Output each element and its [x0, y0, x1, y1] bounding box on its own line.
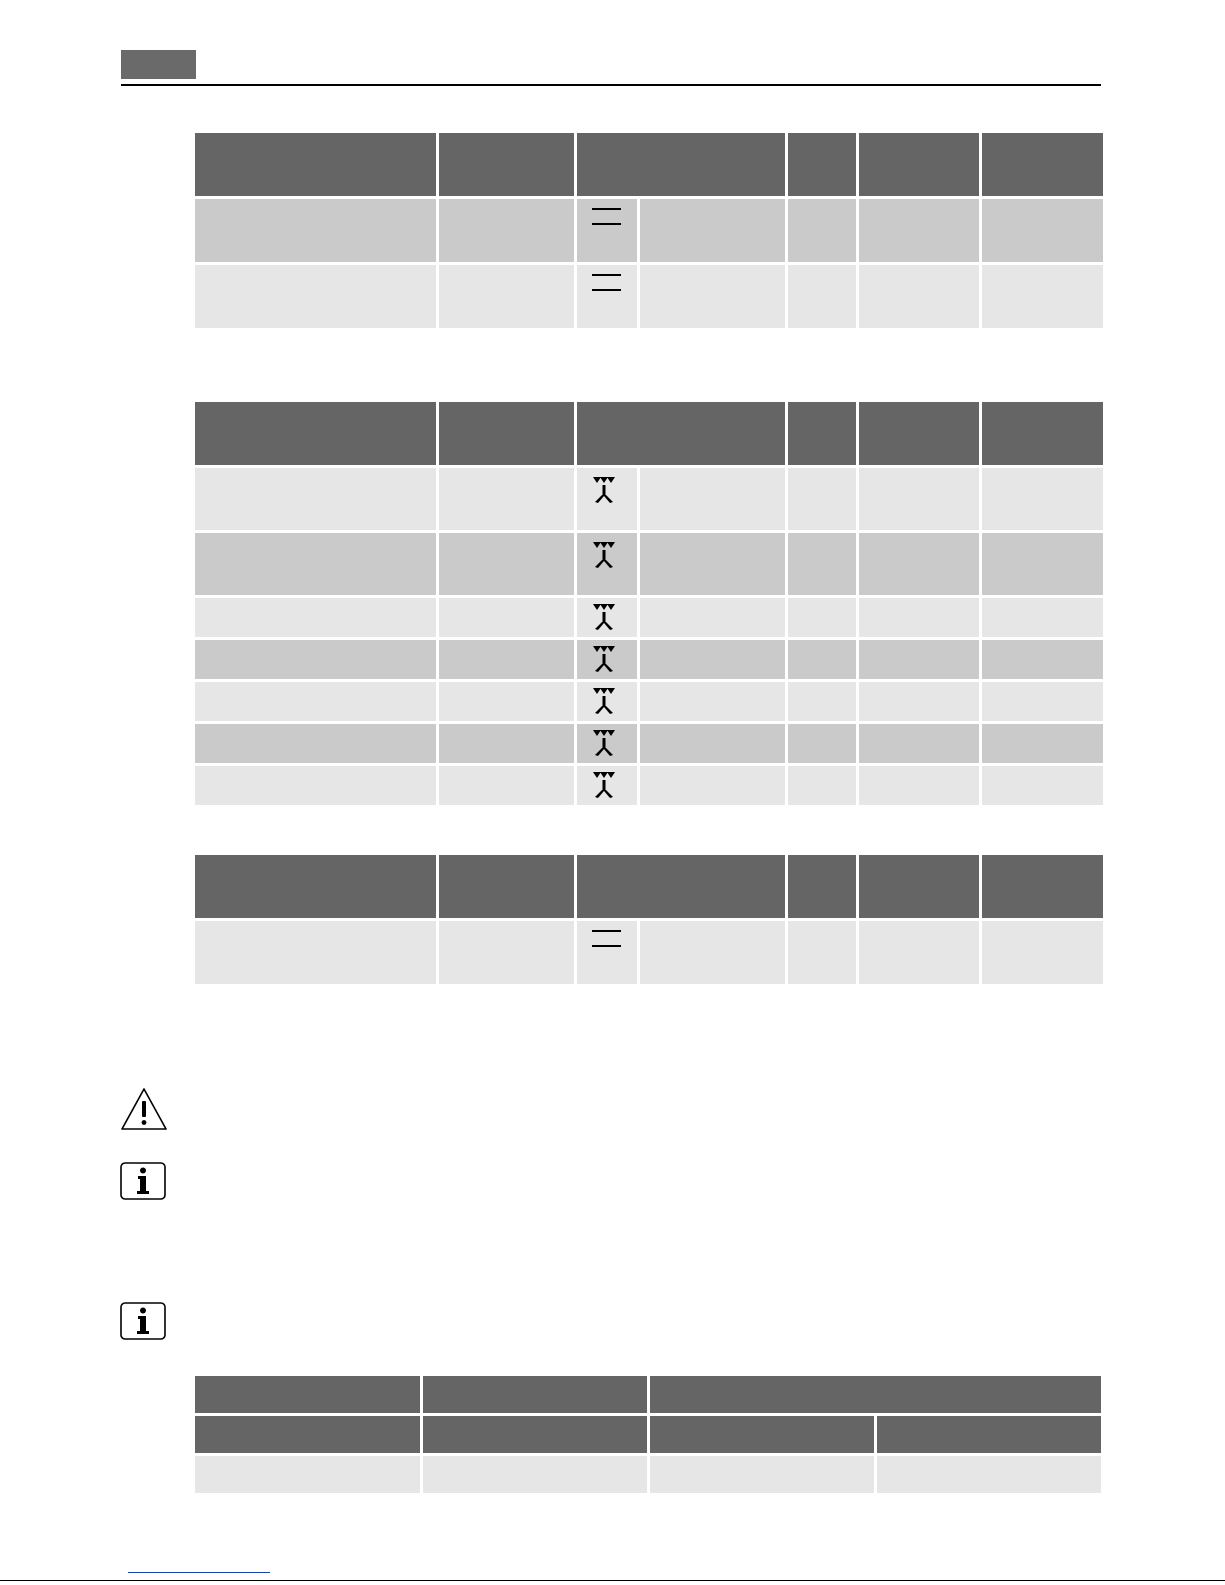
- table2-row3-function-icon-cell: [577, 598, 637, 637]
- table2-row3-quantity: [439, 598, 574, 637]
- warning-icon: [120, 1087, 168, 1131]
- table2-row6-food: [195, 724, 436, 763]
- footer-rule: [0, 1580, 1225, 1581]
- page-number-tab: [121, 50, 196, 79]
- table1-row2-function-text: [640, 265, 785, 328]
- table2-row7-time: [982, 766, 1103, 805]
- table1-row1-food: [195, 199, 436, 262]
- table2-row1-function-icon-cell: [577, 468, 637, 530]
- table3-row1-food: [195, 921, 436, 984]
- conventional-cooking-icon: [592, 207, 622, 227]
- table4-row1-col3: [650, 1456, 874, 1493]
- header-rule: [121, 84, 1101, 86]
- table2-row7-function-text: [640, 766, 785, 805]
- cooking-table-4: [195, 1376, 1101, 1493]
- table3-header-level: [788, 855, 856, 918]
- table2-row2-temperature: [859, 533, 979, 595]
- table2-row1-quantity: [439, 468, 574, 530]
- table2-row2-level: [788, 533, 856, 595]
- table2-header-level: [788, 402, 856, 465]
- table1-row2-quantity: [439, 265, 574, 328]
- table2-row6-function-icon-cell: [577, 724, 637, 763]
- table4-subheader-col2: [423, 1416, 647, 1453]
- table2-row2-food: [195, 533, 436, 595]
- table4-header-col1: [195, 1376, 420, 1413]
- table2-row7-level: [788, 766, 856, 805]
- table2-row5-function-text: [640, 682, 785, 721]
- table3-row1-quantity: [439, 921, 574, 984]
- table1-header-food: [195, 133, 436, 196]
- table2-header-function: [577, 402, 785, 465]
- table3-row1-level: [788, 921, 856, 984]
- table3-row1-function-icon-cell: [577, 921, 637, 984]
- table2-row3-time: [982, 598, 1103, 637]
- table3-header-time: [982, 855, 1103, 918]
- table2-row5-time: [982, 682, 1103, 721]
- table1-row1-temperature: [859, 199, 979, 262]
- table1-header-time: [982, 133, 1103, 196]
- conventional-cooking-icon: [592, 273, 622, 293]
- table2-row1-food: [195, 468, 436, 530]
- table1-row2-food: [195, 265, 436, 328]
- table1-row1-level: [788, 199, 856, 262]
- table3-header-food: [195, 855, 436, 918]
- table1-row1-time: [982, 199, 1103, 262]
- table1-row2-level: [788, 265, 856, 328]
- table2-header-food: [195, 402, 436, 465]
- table2-row5-food: [195, 682, 436, 721]
- table1-row2-time: [982, 265, 1103, 328]
- table3-header-temperature: [859, 855, 979, 918]
- true-fan-cooking-icon: [592, 645, 616, 673]
- true-fan-cooking-icon: [592, 476, 616, 504]
- table3-header-quantity: [439, 855, 574, 918]
- table2-row2-function-icon-cell: [577, 533, 637, 595]
- table2-row4-quantity: [439, 640, 574, 679]
- table3-row1-time: [982, 921, 1103, 984]
- footer-link-underline: [128, 1572, 270, 1573]
- table1-header-level: [788, 133, 856, 196]
- cooking-table-3: [195, 855, 1101, 984]
- table2-row6-level: [788, 724, 856, 763]
- table2-row4-function-icon-cell: [577, 640, 637, 679]
- table1-row1-quantity: [439, 199, 574, 262]
- true-fan-cooking-icon: [592, 729, 616, 757]
- table2-row3-food: [195, 598, 436, 637]
- table2-row4-food: [195, 640, 436, 679]
- table1-row2-temperature: [859, 265, 979, 328]
- table2-row4-level: [788, 640, 856, 679]
- table4-header-col2: [423, 1376, 647, 1413]
- table2-row1-function-text: [640, 468, 785, 530]
- cooking-table-1: [195, 133, 1101, 328]
- table2-row4-function-text: [640, 640, 785, 679]
- table2-header-time: [982, 402, 1103, 465]
- table1-row1-function-text: [640, 199, 785, 262]
- table2-row1-time: [982, 468, 1103, 530]
- table2-row4-temperature: [859, 640, 979, 679]
- table4-subheader-col1: [195, 1416, 420, 1453]
- table2-row6-temperature: [859, 724, 979, 763]
- info-icon: [120, 1162, 166, 1200]
- table2-row5-temperature: [859, 682, 979, 721]
- table2-row5-level: [788, 682, 856, 721]
- true-fan-cooking-icon: [592, 771, 616, 799]
- table2-row3-temperature: [859, 598, 979, 637]
- table4-row1-col4: [877, 1456, 1101, 1493]
- table2-row6-time: [982, 724, 1103, 763]
- table2-row3-function-text: [640, 598, 785, 637]
- table2-row2-quantity: [439, 533, 574, 595]
- conventional-cooking-icon: [592, 929, 622, 949]
- table4-header-col3-span: [650, 1376, 1101, 1413]
- table2-row7-temperature: [859, 766, 979, 805]
- table4-subheader-col4: [877, 1416, 1101, 1453]
- table2-row1-level: [788, 468, 856, 530]
- table2-row5-quantity: [439, 682, 574, 721]
- table1-header-quantity: [439, 133, 574, 196]
- table1-row2-function-icon-cell: [577, 265, 637, 328]
- cooking-table-2: [195, 402, 1101, 805]
- table3-header-function: [577, 855, 785, 918]
- table2-row6-quantity: [439, 724, 574, 763]
- table4-row1-col2: [423, 1456, 647, 1493]
- table4-row1-col1: [195, 1456, 420, 1493]
- table1-header-function: [577, 133, 785, 196]
- table3-row1-function-text: [640, 921, 785, 984]
- info-icon: [120, 1302, 166, 1340]
- table2-row2-time: [982, 533, 1103, 595]
- table2-row4-time: [982, 640, 1103, 679]
- table4-subheader-col3: [650, 1416, 874, 1453]
- table2-row5-function-icon-cell: [577, 682, 637, 721]
- table2-row7-food: [195, 766, 436, 805]
- table3-row1-temperature: [859, 921, 979, 984]
- true-fan-cooking-icon: [592, 541, 616, 569]
- table2-row3-level: [788, 598, 856, 637]
- true-fan-cooking-icon: [592, 603, 616, 631]
- table2-header-temperature: [859, 402, 979, 465]
- table2-row2-function-text: [640, 533, 785, 595]
- table2-row7-quantity: [439, 766, 574, 805]
- table2-row7-function-icon-cell: [577, 766, 637, 805]
- table2-header-quantity: [439, 402, 574, 465]
- table1-row1-function-icon-cell: [577, 199, 637, 262]
- table2-row6-function-text: [640, 724, 785, 763]
- table2-row1-temperature: [859, 468, 979, 530]
- table1-header-temperature: [859, 133, 979, 196]
- true-fan-cooking-icon: [592, 687, 616, 715]
